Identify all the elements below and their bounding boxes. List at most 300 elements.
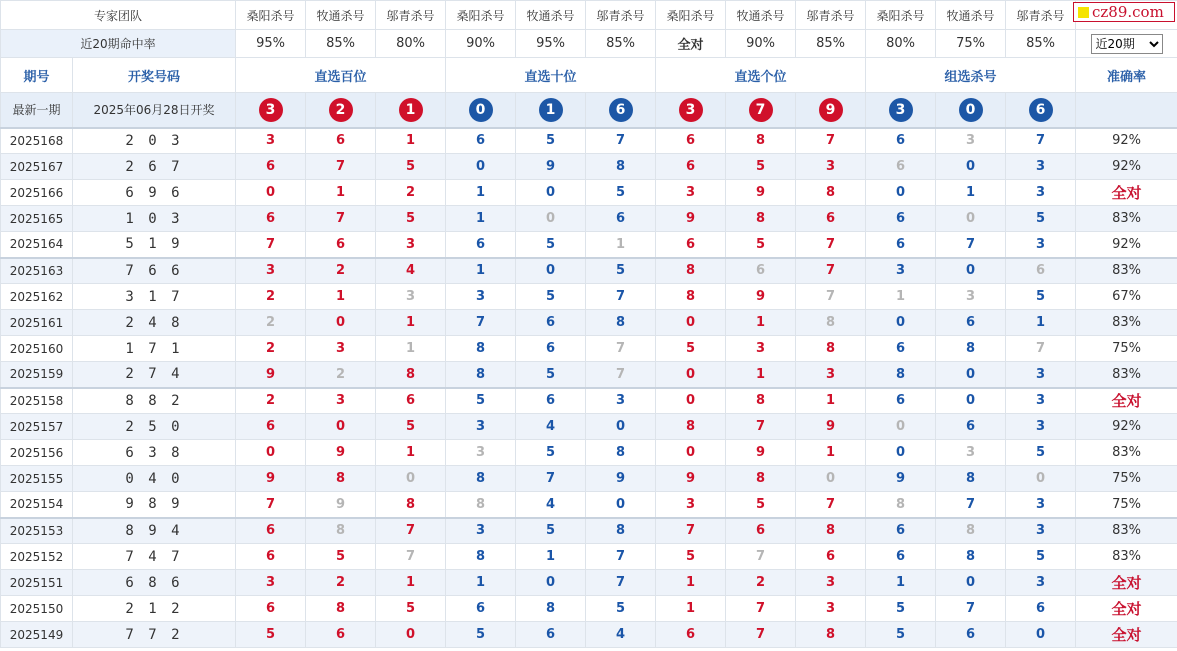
- kill-number: 8: [446, 336, 516, 362]
- latest-ball-cell: [516, 93, 586, 128]
- kill-number: 7: [936, 596, 1006, 622]
- kill-number: 5: [376, 154, 446, 180]
- accuracy-value: 75%: [1076, 466, 1177, 492]
- expert-name: 牧通杀号: [936, 1, 1006, 30]
- kill-number: 8: [796, 622, 866, 648]
- hit-rate: 95%: [516, 30, 586, 58]
- kill-number: 9: [306, 492, 376, 518]
- kill-number: 6: [866, 518, 936, 544]
- period-number: 2025149: [1, 622, 73, 648]
- accuracy-value: 92%: [1076, 232, 1177, 258]
- kill-number: 9: [306, 440, 376, 466]
- kill-number: 3: [236, 258, 306, 284]
- kill-number: 5: [516, 518, 586, 544]
- expert-name: 桑阳杀号: [236, 1, 306, 30]
- latest-ball-cell: [586, 93, 656, 128]
- period-number: 2025156: [1, 440, 73, 466]
- kill-number: 2: [236, 310, 306, 336]
- kill-number: 5: [516, 440, 586, 466]
- kill-number: 0: [656, 440, 726, 466]
- kill-number: 3: [936, 284, 1006, 310]
- latest-ball-cell: [796, 93, 866, 128]
- kill-number: 2: [726, 570, 796, 596]
- kill-number: 3: [1006, 362, 1076, 388]
- latest-ball-cell: [306, 93, 376, 128]
- period-number: 2025159: [1, 362, 73, 388]
- kill-number: 6: [236, 596, 306, 622]
- kill-number: 8: [936, 336, 1006, 362]
- kill-number: 5: [446, 388, 516, 414]
- kill-number: 1: [586, 232, 656, 258]
- kill-number: 6: [446, 596, 516, 622]
- kill-number: 1: [1006, 310, 1076, 336]
- kill-number: 0: [936, 206, 1006, 232]
- period-number: 2025155: [1, 466, 73, 492]
- number-ball: 7: [749, 98, 773, 122]
- accuracy-header: 准确率: [1076, 58, 1177, 93]
- kill-number: 1: [796, 388, 866, 414]
- kill-number: 3: [726, 336, 796, 362]
- accuracy-value: 83%: [1076, 206, 1177, 232]
- kill-number: 6: [936, 414, 1006, 440]
- kill-number: 5: [1006, 284, 1076, 310]
- draw-number: 6 3 8: [73, 440, 236, 466]
- period-number: 2025161: [1, 310, 73, 336]
- kill-number: 0: [376, 622, 446, 648]
- kill-number: 1: [306, 180, 376, 206]
- site-logo[interactable]: [1073, 2, 1175, 22]
- kill-number: 5: [726, 492, 796, 518]
- kill-number: 7: [586, 362, 656, 388]
- draw-number: 2 6 7: [73, 154, 236, 180]
- hit-rate: 85%: [586, 30, 656, 58]
- table-row: [1, 154, 1177, 180]
- latest-ball-cell: [726, 93, 796, 128]
- kill-number: 0: [936, 388, 1006, 414]
- kill-number: 7: [796, 232, 866, 258]
- kill-number: 0: [866, 180, 936, 206]
- table-row: [1, 284, 1177, 310]
- kill-number: 6: [1006, 596, 1076, 622]
- kill-number: 5: [516, 284, 586, 310]
- number-ball: 0: [959, 98, 983, 122]
- kill-number: 8: [586, 518, 656, 544]
- accuracy-value: 75%: [1076, 492, 1177, 518]
- kill-number: 6: [236, 544, 306, 570]
- draw-number: 5 1 9: [73, 232, 236, 258]
- latest-date: 2025年06月28日开奖: [73, 93, 236, 128]
- kill-number: 3: [1006, 492, 1076, 518]
- kill-number: 8: [796, 310, 866, 336]
- kill-number: 1: [936, 180, 1006, 206]
- kill-number: 8: [306, 596, 376, 622]
- kill-number: 9: [236, 466, 306, 492]
- expert-name: 牧通杀号: [306, 1, 376, 30]
- table-row: [1, 232, 1177, 258]
- period-number: 2025166: [1, 180, 73, 206]
- accuracy-value: 83%: [1076, 440, 1177, 466]
- kill-number: 3: [446, 518, 516, 544]
- draw-number: 2 1 2: [73, 596, 236, 622]
- kill-number: 8: [936, 544, 1006, 570]
- kill-number: 2: [236, 388, 306, 414]
- kill-number: 8: [586, 154, 656, 180]
- hit-rate: 75%: [936, 30, 1006, 58]
- kill-number: 2: [306, 570, 376, 596]
- kill-number: 3: [446, 414, 516, 440]
- draw-number: 2 4 8: [73, 310, 236, 336]
- kill-number: 5: [516, 128, 586, 154]
- kill-number: 1: [376, 440, 446, 466]
- table-row: [1, 466, 1177, 492]
- kill-number: 9: [726, 180, 796, 206]
- number-ball: 0: [469, 98, 493, 122]
- kill-number: 0: [516, 258, 586, 284]
- kill-number: 0: [236, 440, 306, 466]
- kill-number: 8: [726, 206, 796, 232]
- expert-name: 桑阳杀号: [866, 1, 936, 30]
- hit-rate: 90%: [726, 30, 796, 58]
- kill-number: 7: [936, 232, 1006, 258]
- draw-number: 7 7 2: [73, 622, 236, 648]
- kill-number: 8: [936, 466, 1006, 492]
- kill-number: 6: [656, 622, 726, 648]
- kill-number: 3: [936, 440, 1006, 466]
- kill-number: 1: [726, 310, 796, 336]
- draw-number: 6 8 6: [73, 570, 236, 596]
- kill-number: 8: [796, 180, 866, 206]
- accuracy-value: 全对: [1076, 622, 1177, 648]
- accuracy-value: 全对: [1076, 596, 1177, 622]
- kill-number: 5: [516, 232, 586, 258]
- hit-rate: 90%: [446, 30, 516, 58]
- period-header: 期号: [1, 58, 73, 93]
- period-number: 2025160: [1, 336, 73, 362]
- draw-number: 2 7 4: [73, 362, 236, 388]
- kill-number: 0: [936, 154, 1006, 180]
- kill-number: 3: [376, 232, 446, 258]
- kill-number: 0: [936, 570, 1006, 596]
- period-number: 2025152: [1, 544, 73, 570]
- kill-number: 8: [796, 518, 866, 544]
- kill-number: 3: [1006, 570, 1076, 596]
- period-number: 2025167: [1, 154, 73, 180]
- kill-number: 5: [306, 544, 376, 570]
- latest-ball-cell: [446, 93, 516, 128]
- kill-number: 6: [236, 154, 306, 180]
- kill-number: 1: [376, 310, 446, 336]
- draw-number: 7 6 6: [73, 258, 236, 284]
- table-row: [1, 388, 1177, 414]
- kill-number: 9: [586, 466, 656, 492]
- kill-number: 6: [376, 388, 446, 414]
- kill-number: 7: [586, 128, 656, 154]
- kill-number: 3: [1006, 388, 1076, 414]
- kill-number: 3: [796, 362, 866, 388]
- kill-number: 7: [236, 492, 306, 518]
- accuracy-value: 92%: [1076, 154, 1177, 180]
- kill-number: 6: [796, 206, 866, 232]
- kill-number: 0: [1006, 622, 1076, 648]
- table-row: [1, 180, 1177, 206]
- hit-rate: 85%: [796, 30, 866, 58]
- kill-number: 5: [656, 336, 726, 362]
- kill-number: 7: [796, 284, 866, 310]
- kill-number: 7: [796, 492, 866, 518]
- kill-number: 3: [796, 570, 866, 596]
- kill-number: 3: [446, 284, 516, 310]
- kill-number: 3: [236, 128, 306, 154]
- kill-number: 1: [516, 544, 586, 570]
- kill-number: 6: [726, 518, 796, 544]
- kill-number: 7: [516, 466, 586, 492]
- kill-number: 3: [796, 596, 866, 622]
- kill-number: 8: [656, 414, 726, 440]
- table-row: [1, 596, 1177, 622]
- kill-number: 9: [516, 154, 586, 180]
- kill-number: 3: [446, 440, 516, 466]
- kill-number: 6: [306, 128, 376, 154]
- kill-number: 1: [866, 570, 936, 596]
- kill-number: 2: [306, 362, 376, 388]
- kill-number: 5: [1006, 206, 1076, 232]
- period-number: 2025164: [1, 232, 73, 258]
- hit-rate: 80%: [866, 30, 936, 58]
- kill-number: 6: [656, 154, 726, 180]
- kill-number: 8: [446, 492, 516, 518]
- kill-number: 7: [726, 414, 796, 440]
- kill-number: 5: [726, 154, 796, 180]
- accuracy-value: 92%: [1076, 128, 1177, 154]
- kill-number: 0: [796, 466, 866, 492]
- kill-number: 7: [1006, 128, 1076, 154]
- kill-number: 8: [446, 544, 516, 570]
- draw-number: 6 9 6: [73, 180, 236, 206]
- hundreds-header: 直选百位: [236, 58, 446, 93]
- units-header: 直选个位: [656, 58, 866, 93]
- kill-number: 5: [516, 362, 586, 388]
- kill-number: 0: [376, 466, 446, 492]
- kill-number: 1: [446, 258, 516, 284]
- draw-number: 0 4 0: [73, 466, 236, 492]
- kill-number: 3: [1006, 232, 1076, 258]
- kill-number: 7: [306, 154, 376, 180]
- hit-rate: 95%: [236, 30, 306, 58]
- accuracy-value: 92%: [1076, 414, 1177, 440]
- number-ball: 3: [889, 98, 913, 122]
- kill-number: 4: [516, 492, 586, 518]
- kill-number: 0: [306, 310, 376, 336]
- kill-number: 0: [516, 570, 586, 596]
- table-row: [1, 128, 1177, 154]
- kill-number: 1: [376, 336, 446, 362]
- kill-number: 0: [516, 180, 586, 206]
- kill-number: 7: [446, 310, 516, 336]
- latest-ball-cell: [936, 93, 1006, 128]
- kill-number: 8: [306, 518, 376, 544]
- kill-number: 7: [586, 544, 656, 570]
- draw-number: 3 1 7: [73, 284, 236, 310]
- kill-number: 8: [936, 518, 1006, 544]
- kill-number: 3: [306, 336, 376, 362]
- kill-number: 0: [866, 414, 936, 440]
- kill-number: 6: [516, 336, 586, 362]
- kill-number: 6: [1006, 258, 1076, 284]
- hit-rate: 85%: [1006, 30, 1076, 58]
- kill-number: 3: [1006, 518, 1076, 544]
- table-row: [1, 544, 1177, 570]
- accuracy-value: 83%: [1076, 310, 1177, 336]
- kill-number: 0: [656, 388, 726, 414]
- draw-number: 7 4 7: [73, 544, 236, 570]
- draw-number: 1 0 3: [73, 206, 236, 232]
- period-range-select[interactable]: [1091, 34, 1163, 54]
- kill-number: 6: [446, 232, 516, 258]
- kill-number: 6: [866, 128, 936, 154]
- expert-name: 牧通杀号: [726, 1, 796, 30]
- table-row: [1, 336, 1177, 362]
- kill-number: 2: [376, 180, 446, 206]
- kill-number: 5: [1006, 440, 1076, 466]
- period-select-cell: [1076, 30, 1177, 58]
- kill-number: 7: [1006, 336, 1076, 362]
- kill-number: 8: [446, 362, 516, 388]
- kill-number: 8: [446, 466, 516, 492]
- kill-number: 8: [656, 284, 726, 310]
- draw-header: 开奖号码: [73, 58, 236, 93]
- kill-number: 5: [656, 544, 726, 570]
- period-number: 2025153: [1, 518, 73, 544]
- kill-number: 6: [306, 232, 376, 258]
- draw-number: 8 8 2: [73, 388, 236, 414]
- table-row: [1, 362, 1177, 388]
- kill-number: 7: [796, 128, 866, 154]
- draw-number: 1 7 1: [73, 336, 236, 362]
- kill-number: 0: [866, 310, 936, 336]
- draw-number: 2 5 0: [73, 414, 236, 440]
- logo-text: cz89.com: [1092, 3, 1164, 21]
- hit-rate: 80%: [376, 30, 446, 58]
- table-row: [1, 310, 1177, 336]
- kill-number: 3: [1006, 414, 1076, 440]
- table-row: [1, 206, 1177, 232]
- latest-accuracy-cell: [1076, 93, 1177, 128]
- kill-number: 7: [376, 544, 446, 570]
- kill-number: 9: [656, 206, 726, 232]
- period-number: 2025168: [1, 128, 73, 154]
- number-ball: 3: [679, 98, 703, 122]
- kill-number: 8: [726, 128, 796, 154]
- expert-name: 邬青杀号: [1006, 1, 1076, 30]
- draw-number: 2 0 3: [73, 128, 236, 154]
- latest-ball-cell: [1006, 93, 1076, 128]
- kill-number: 0: [936, 362, 1006, 388]
- kill-number: 1: [446, 180, 516, 206]
- kill-number: 1: [656, 596, 726, 622]
- kill-number: 1: [866, 284, 936, 310]
- latest-ball-cell: [376, 93, 446, 128]
- kill-number: 1: [656, 570, 726, 596]
- accuracy-value: 全对: [1076, 570, 1177, 596]
- kill-number: 3: [866, 258, 936, 284]
- expert-name: 邬青杀号: [796, 1, 866, 30]
- kill-number: 6: [236, 206, 306, 232]
- period-number: 2025151: [1, 570, 73, 596]
- hit-rate: 全对: [656, 30, 726, 58]
- kill-number: 1: [376, 128, 446, 154]
- kill-number: 7: [726, 596, 796, 622]
- period-number: 2025158: [1, 388, 73, 414]
- kill-number: 6: [516, 388, 586, 414]
- kill-number: 9: [726, 440, 796, 466]
- period-number: 2025163: [1, 258, 73, 284]
- number-ball: 3: [259, 98, 283, 122]
- kill-number: 8: [796, 336, 866, 362]
- kill-number: 0: [306, 414, 376, 440]
- period-number: 2025150: [1, 596, 73, 622]
- kill-number: 3: [586, 388, 656, 414]
- kill-number: 0: [1006, 466, 1076, 492]
- kill-number: 2: [236, 336, 306, 362]
- kill-number: 0: [586, 414, 656, 440]
- latest-label: 最新一期: [1, 93, 73, 128]
- kill-number: 6: [866, 336, 936, 362]
- kill-number: 5: [586, 180, 656, 206]
- kill-number: 6: [446, 128, 516, 154]
- kill-number: 7: [376, 518, 446, 544]
- expert-name: 牧通杀号: [516, 1, 586, 30]
- kill-number: 3: [656, 492, 726, 518]
- kill-number: 5: [866, 596, 936, 622]
- table-row: [1, 622, 1177, 648]
- kill-number: 3: [1006, 180, 1076, 206]
- period-number: 2025157: [1, 414, 73, 440]
- kill-number: 3: [306, 388, 376, 414]
- accuracy-value: 83%: [1076, 518, 1177, 544]
- kill-number: 8: [726, 466, 796, 492]
- table-row: [1, 492, 1177, 518]
- kill-number: 5: [586, 596, 656, 622]
- kill-number: 6: [866, 232, 936, 258]
- kill-number: 6: [236, 414, 306, 440]
- expert-name: 邬青杀号: [586, 1, 656, 30]
- kill-number: 5: [1006, 544, 1076, 570]
- accuracy-value: 83%: [1076, 362, 1177, 388]
- kill-number: 6: [726, 258, 796, 284]
- kill-number: 2: [306, 258, 376, 284]
- kill-number: 8: [306, 466, 376, 492]
- kill-number: 6: [866, 154, 936, 180]
- logo-square-icon: [1078, 7, 1089, 18]
- accuracy-value: 全对: [1076, 388, 1177, 414]
- team-label: 专家团队: [1, 1, 236, 30]
- kill-number: 6: [656, 128, 726, 154]
- kill-number: 9: [796, 414, 866, 440]
- kill-number: 3: [936, 128, 1006, 154]
- kill-number: 8: [656, 258, 726, 284]
- kill-number: 0: [446, 154, 516, 180]
- kill-number: 6: [936, 310, 1006, 336]
- kill-number: 1: [446, 206, 516, 232]
- kill-number: 7: [586, 284, 656, 310]
- kill-number: 6: [516, 310, 586, 336]
- kill-number: 9: [236, 362, 306, 388]
- kill-number: 3: [236, 570, 306, 596]
- kill-number: 6: [236, 518, 306, 544]
- expert-team-row: [1, 1, 1177, 30]
- kill-number: 4: [516, 414, 586, 440]
- kill-number: 6: [936, 622, 1006, 648]
